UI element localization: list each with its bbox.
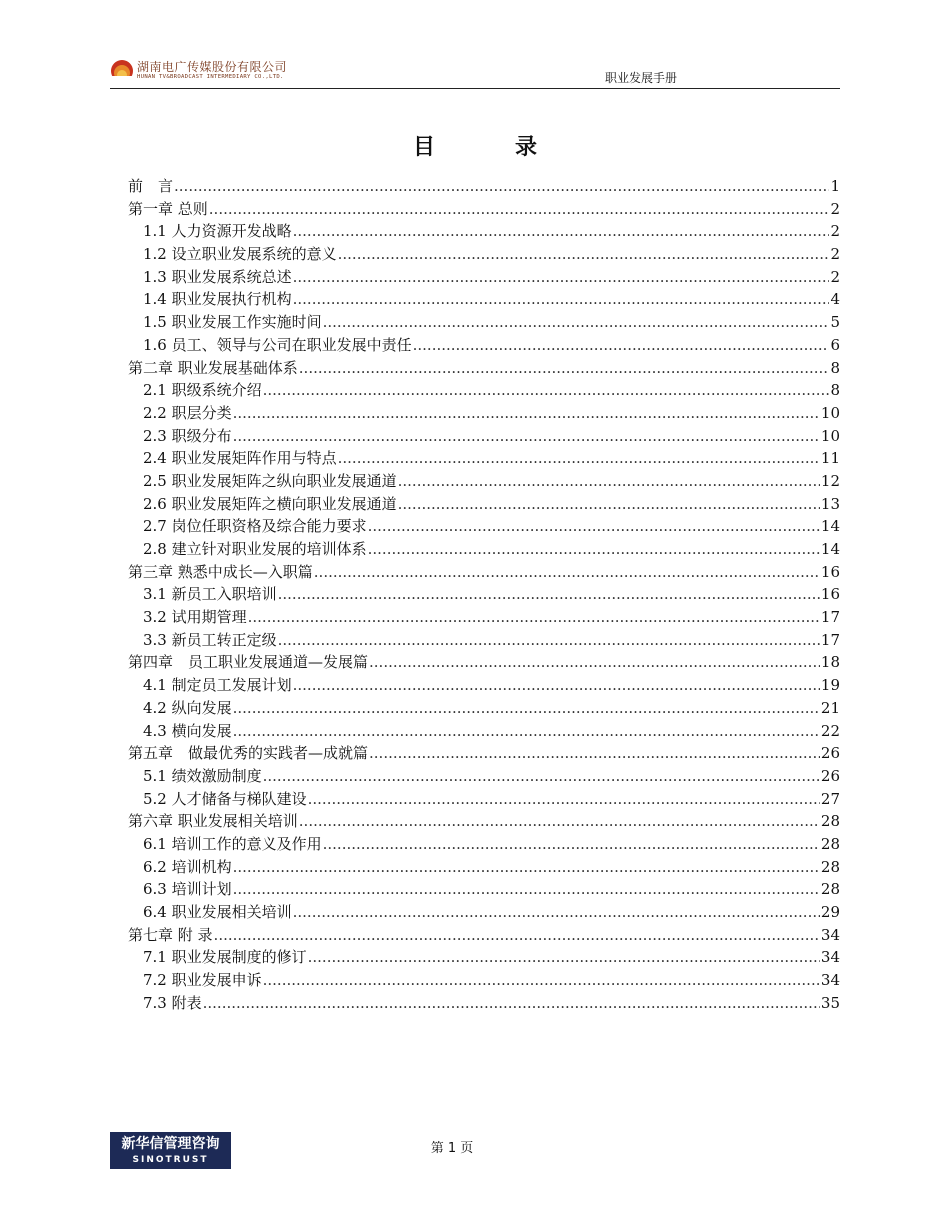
toc-entry-page: 2	[830, 199, 840, 218]
toc-section-row[interactable]	[128, 878, 840, 901]
toc-section-row[interactable]	[128, 992, 840, 1015]
toc-dot-leader	[233, 402, 820, 425]
toc-section-row[interactable]	[128, 220, 840, 243]
toc-entry-page: 2	[830, 245, 840, 264]
toc-entry-page: 28	[820, 834, 840, 853]
toc-entry-label: 2.2 职层分类	[143, 403, 232, 422]
toc-entry-label: 1.2 设立职业发展系统的意义	[143, 245, 337, 264]
toc-entry-page: 29	[820, 903, 840, 921]
toc-dot-leader	[209, 198, 830, 221]
toc-entry-label: 第七章 附 录	[128, 925, 213, 944]
toc-dot-leader	[203, 992, 820, 1015]
toc-dot-leader	[413, 334, 830, 357]
toc-heading-char-2: 录	[515, 135, 538, 160]
toc-entry-label: 1.4 职业发展执行机构	[143, 290, 292, 309]
toc-dot-leader	[248, 606, 820, 629]
toc-entry-label: 第三章 熟悉中成长—入职篇	[128, 562, 313, 581]
toc-section-row[interactable]	[128, 288, 840, 311]
toc-section-row[interactable]	[128, 674, 840, 697]
toc-entry-page: 17	[820, 630, 840, 649]
toc-section-row[interactable]	[128, 447, 840, 470]
toc-entry-label: 6.1 培训工作的意义及作用	[143, 834, 322, 853]
toc-entry-label: 第一章 总则	[128, 199, 208, 218]
toc-dot-leader	[233, 425, 820, 448]
toc-entry-page: 34	[820, 948, 840, 967]
toc-section-row[interactable]	[128, 901, 840, 924]
toc-entry-label: 1.5 职业发展工作实施时间	[143, 313, 322, 332]
toc-entry-page: 34	[820, 971, 840, 990]
toc-entry-page: 11	[820, 449, 840, 468]
toc-entry-page: 2	[830, 222, 840, 241]
company-name-cn: 湖南电广传媒股份有限公司	[137, 60, 288, 74]
toc-dot-leader	[299, 357, 830, 380]
toc-entry-label: 5.2 人才储备与梯队建设	[143, 789, 307, 808]
toc-entry-label: 7.3 附表	[143, 993, 202, 1012]
toc-heading	[0, 130, 950, 161]
toc-heading-char-1: 目	[412, 135, 435, 160]
toc-entry-label: 4.3 横向发展	[143, 721, 232, 740]
toc-entry-page: 13	[820, 494, 840, 513]
toc-entry-label: 1.3 职业发展系统总述	[143, 267, 292, 286]
toc-entry-page: 8	[830, 381, 840, 400]
toc-dot-leader	[368, 538, 820, 561]
toc-dot-leader	[368, 515, 820, 538]
toc-section-row[interactable]	[128, 538, 840, 561]
toc-entry-page: 10	[820, 426, 840, 445]
toc-dot-leader	[323, 833, 820, 856]
toc-entry-page: 16	[820, 585, 840, 604]
toc-entry-page: 2	[830, 267, 840, 286]
toc-chapter-row[interactable]	[128, 175, 840, 198]
toc-entry-page: 21	[820, 698, 840, 717]
toc-section-row[interactable]	[128, 856, 840, 879]
toc-dot-leader	[338, 243, 830, 266]
toc-dot-leader	[293, 220, 830, 243]
toc-entry-label: 5.1 绩效激励制度	[143, 766, 262, 785]
page-header	[110, 56, 840, 89]
toc-section-row[interactable]	[128, 515, 840, 538]
toc-dot-leader	[369, 742, 820, 765]
toc-entry-label: 4.2 纵向发展	[143, 698, 232, 717]
toc-section-row[interactable]	[128, 946, 840, 969]
toc-dot-leader	[263, 765, 820, 788]
toc-section-row[interactable]	[128, 266, 840, 289]
company-logo-icon	[110, 58, 134, 82]
toc-entry-page: 5	[830, 313, 840, 332]
toc-entry-page: 22	[820, 721, 840, 740]
toc-section-row[interactable]	[128, 606, 840, 629]
toc-entry-label: 7.1 职业发展制度的修订	[143, 948, 307, 967]
toc-section-row[interactable]	[128, 311, 840, 334]
toc-entry-page: 34	[820, 925, 840, 944]
toc-entry-page: 17	[820, 608, 840, 627]
toc-dot-leader	[263, 379, 830, 402]
toc-entry-page: 28	[820, 857, 840, 876]
toc-entry-label: 2.5 职业发展矩阵之纵向职业发展通道	[143, 471, 397, 490]
toc-dot-leader	[323, 311, 830, 334]
toc-section-row[interactable]	[128, 583, 840, 606]
toc-dot-leader	[293, 266, 830, 289]
toc-section-row[interactable]	[128, 833, 840, 856]
toc-dot-leader	[233, 720, 820, 743]
toc-entry-label: 3.2 试用期管理	[143, 608, 247, 627]
toc-chapter-row[interactable]	[128, 924, 840, 947]
toc-entry-label: 前 言	[128, 177, 174, 195]
page-number: 第 1 页	[430, 1141, 474, 1156]
toc-chapter-row[interactable]	[128, 810, 840, 833]
toc-entry-label: 2.6 职业发展矩阵之横向职业发展通道	[143, 494, 397, 513]
toc-section-row[interactable]	[128, 402, 840, 425]
toc-entry-page: 1	[830, 177, 840, 195]
toc-entry-label: 第六章 职业发展相关培训	[128, 812, 298, 831]
toc-entry-page: 8	[830, 358, 840, 377]
toc-entry-page: 27	[820, 789, 840, 808]
toc-entry-label: 1.6 员工、领导与公司在职业发展中责任	[143, 335, 412, 354]
toc-section-row[interactable]	[128, 243, 840, 266]
toc-entry-label: 3.1 新员工入职培训	[143, 585, 277, 604]
toc-section-row[interactable]	[128, 697, 840, 720]
toc-dot-leader	[293, 674, 820, 697]
toc-chapter-row[interactable]	[128, 357, 840, 380]
toc-entry-page: 4	[830, 290, 840, 309]
toc-section-row[interactable]	[128, 379, 840, 402]
toc-entry-label: 2.3 职级分布	[143, 426, 232, 445]
toc-dot-leader	[314, 561, 820, 584]
toc-entry-label: 2.7 岗位任职资格及综合能力要求	[143, 517, 367, 536]
toc-section-row[interactable]	[128, 969, 840, 992]
toc-section-row[interactable]	[128, 788, 840, 811]
toc-entry-page: 10	[820, 403, 840, 422]
toc-dot-leader	[278, 583, 820, 606]
toc-dot-leader	[233, 856, 820, 879]
toc-dot-leader	[398, 493, 820, 516]
toc-dot-leader	[214, 924, 820, 947]
toc-entry-label: 6.3 培训计划	[143, 880, 232, 899]
table-of-contents	[128, 175, 840, 1014]
toc-entry-label: 第四章 员工职业发展通道—发展篇	[128, 653, 369, 672]
toc-dot-leader	[263, 969, 820, 992]
toc-entry-page: 26	[820, 766, 840, 785]
toc-entry-label: 第二章 职业发展基础体系	[128, 358, 298, 377]
toc-dot-leader	[233, 878, 820, 901]
toc-dot-leader	[293, 288, 830, 311]
company-name-en: HUNAN TV&BROADCAST INTERMEDIARY CO.,LTD.	[137, 74, 284, 80]
toc-entry-page: 35	[820, 993, 840, 1012]
toc-dot-leader	[293, 901, 820, 924]
toc-dot-leader	[299, 810, 820, 833]
toc-dot-leader	[308, 946, 820, 969]
toc-section-row[interactable]	[128, 720, 840, 743]
toc-section-row[interactable]	[128, 334, 840, 357]
toc-section-row[interactable]	[128, 470, 840, 493]
toc-dot-leader	[308, 788, 820, 811]
toc-chapter-row[interactable]	[128, 742, 840, 765]
toc-entry-page: 14	[820, 540, 840, 558]
toc-entry-label: 2.8 建立针对职业发展的培训体系	[143, 540, 367, 558]
toc-entry-page: 16	[820, 562, 840, 581]
toc-entry-label: 3.3 新员工转正定级	[143, 630, 277, 649]
toc-dot-leader	[278, 629, 820, 652]
toc-section-row[interactable]	[128, 629, 840, 652]
toc-dot-leader	[398, 470, 820, 493]
toc-section-row[interactable]	[128, 493, 840, 516]
consultancy-logo-cn: 新华信管理咨询	[121, 1136, 220, 1152]
consultancy-logo-en: SINOTRUST	[132, 1155, 209, 1165]
toc-entry-page: 19	[820, 676, 840, 695]
toc-entry-page: 28	[820, 880, 840, 899]
toc-entry-label: 1.1 人力资源开发战略	[143, 222, 292, 241]
toc-dot-leader	[369, 651, 820, 674]
toc-section-row[interactable]	[128, 425, 840, 448]
toc-chapter-row[interactable]	[128, 561, 840, 584]
toc-entry-page: 28	[820, 812, 840, 831]
toc-entry-label: 6.4 职业发展相关培训	[143, 903, 292, 921]
toc-entry-label: 7.2 职业发展申诉	[143, 971, 262, 990]
toc-dot-leader	[233, 697, 820, 720]
toc-entry-page: 6	[830, 335, 840, 354]
toc-entry-label: 第五章 做最优秀的实践者—成就篇	[128, 744, 369, 763]
toc-section-row[interactable]	[128, 765, 840, 788]
toc-chapter-row[interactable]	[128, 651, 840, 674]
toc-entry-page: 18	[820, 653, 840, 672]
toc-entry-page: 26	[820, 744, 840, 763]
toc-entry-label: 4.1 制定员工发展计划	[143, 676, 292, 695]
toc-entry-label: 2.1 职级系统介绍	[143, 381, 262, 400]
toc-dot-leader	[174, 175, 829, 198]
document-title: 职业发展手册	[604, 71, 677, 85]
toc-entry-page: 14	[820, 517, 840, 536]
toc-entry-page: 12	[820, 471, 840, 490]
toc-dot-leader	[338, 447, 820, 470]
toc-entry-label: 6.2 培训机构	[143, 857, 232, 876]
toc-chapter-row[interactable]	[128, 198, 840, 221]
toc-entry-label: 2.4 职业发展矩阵作用与特点	[143, 449, 337, 468]
